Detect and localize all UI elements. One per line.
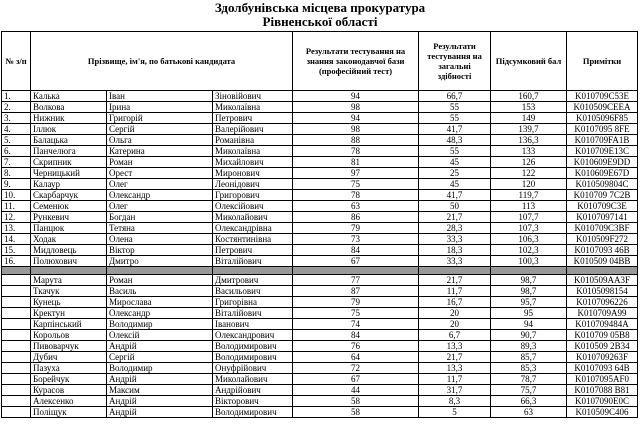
cell-note: K0107096226 <box>567 297 638 308</box>
cell-total: 85,3 <box>491 363 567 374</box>
cell-note: K010609E67D <box>567 168 638 179</box>
cell-num: 16. <box>2 256 31 267</box>
cell-name: Олександр <box>107 308 213 319</box>
cell-total: 100,3 <box>491 256 567 267</box>
cell-t1: 81 <box>293 157 419 168</box>
cell-total: 90,7 <box>491 330 567 341</box>
table-row <box>2 234 638 245</box>
cell-t2: 45 <box>419 157 491 168</box>
cell-patronymic: Миколайович <box>213 374 293 385</box>
cell-num <box>2 407 31 418</box>
cell-t2: 18,3 <box>419 245 491 256</box>
cell-t2: 55 <box>419 113 491 124</box>
cell-total: 78,7 <box>491 374 567 385</box>
cell-t1: 75 <box>293 179 419 190</box>
cell-patronymic: Петрович <box>213 245 293 256</box>
cell-total: 133 <box>491 146 567 157</box>
cell-patronymic: Леонідович <box>213 179 293 190</box>
table-row <box>2 341 638 352</box>
table-row <box>2 363 638 374</box>
cell-total: 107,7 <box>491 212 567 223</box>
cell-t1: 94 <box>293 91 419 102</box>
cell-t1: 58 <box>293 396 419 407</box>
cell-num <box>2 396 31 407</box>
header-notes: Примітки <box>567 32 638 91</box>
cell-note: K010509 2B34 <box>567 341 638 352</box>
cell-total: 98,7 <box>491 286 567 297</box>
cell-num: 4. <box>2 124 31 135</box>
cell-t2: 13,3 <box>419 363 491 374</box>
cell-total: 107,3 <box>491 223 567 234</box>
cell-num: 13. <box>2 223 31 234</box>
cell-patronymic: Віталійович <box>213 256 293 267</box>
cell-t1: 84 <box>293 245 419 256</box>
cell-name: Олексій <box>107 330 213 341</box>
cell-t1: 87 <box>293 286 419 297</box>
cell-note: K0107088 B81 <box>567 385 638 396</box>
cell-num: 10. <box>2 190 31 201</box>
cell-total: 126 <box>491 157 567 168</box>
cell-t1: 74 <box>293 319 419 330</box>
cell-t2: 25 <box>419 168 491 179</box>
cell-num <box>2 286 31 297</box>
cell-num: 1. <box>2 91 31 102</box>
cell-note: K010709E13C <box>567 146 638 157</box>
cell-note: K010709C3E <box>567 201 638 212</box>
cell-t1: 79 <box>293 297 419 308</box>
cell-name: Олена <box>107 234 213 245</box>
cell-t2: 28,3 <box>419 223 491 234</box>
cell-surname: Полюхович <box>31 256 107 267</box>
cell-name: Олександр <box>107 190 213 201</box>
cell-total: 63 <box>491 407 567 418</box>
cell-num <box>2 374 31 385</box>
table-row <box>2 245 638 256</box>
cell-surname: Нижник <box>31 113 107 124</box>
cell-note: K010509AA3F <box>567 275 638 286</box>
cell-total: 136,3 <box>491 135 567 146</box>
cell-patronymic: Вікторович <box>213 396 293 407</box>
cell-t2: 41,7 <box>419 190 491 201</box>
cell-t2: 5 <box>419 407 491 418</box>
cell-note: K0107095AF0 <box>567 374 638 385</box>
cell-note: K010709C53E <box>567 91 638 102</box>
cell-num <box>2 297 31 308</box>
table-row <box>2 352 638 363</box>
cell-num: 5. <box>2 135 31 146</box>
cell-total: 95,7 <box>491 297 567 308</box>
cell-note: K0107093 64B <box>567 363 638 374</box>
cell-t2: 8,3 <box>419 396 491 407</box>
cell-name: Віктор <box>107 245 213 256</box>
cell-t1: 67 <box>293 256 419 267</box>
cell-t2: 20 <box>419 308 491 319</box>
cell-surname: Балацька <box>31 135 107 146</box>
cell-num <box>2 330 31 341</box>
table-body-bottom <box>2 275 638 418</box>
cell-num: 15. <box>2 245 31 256</box>
table-row <box>2 102 638 113</box>
cell-t1: 78 <box>293 146 419 157</box>
cell-surname: Іллюк <box>31 124 107 135</box>
cell-surname: Ходак <box>31 234 107 245</box>
cell-num: 8. <box>2 168 31 179</box>
cell-num: 7. <box>2 157 31 168</box>
cell-num <box>2 385 31 396</box>
cell-total: 66,3 <box>491 396 567 407</box>
cell-note: K0105096F85 <box>567 113 638 124</box>
header-test1: Результати тестування на знання законодавчої бази (професійний тест) <box>293 32 419 91</box>
cell-t1: 67 <box>293 374 419 385</box>
cell-t2: 41,7 <box>419 124 491 135</box>
cell-patronymic: Петрович <box>213 113 293 124</box>
table-row <box>2 157 638 168</box>
cell-note: K010709 7C2B <box>567 190 638 201</box>
cell-t1: 72 <box>293 363 419 374</box>
cell-patronymic: Олексійович <box>213 201 293 212</box>
cell-note: K010709FA1B <box>567 135 638 146</box>
cell-t1: 44 <box>293 385 419 396</box>
cell-note: K010509C406 <box>567 407 638 418</box>
cell-surname: Курасов <box>31 385 107 396</box>
cell-name: Максим <box>107 385 213 396</box>
cell-total: 160,7 <box>491 91 567 102</box>
cell-surname: Скарбарчук <box>31 190 107 201</box>
cell-patronymic: Андрійович <box>213 385 293 396</box>
table-row <box>2 319 638 330</box>
cell-note: K010509CEEA <box>567 102 638 113</box>
cell-total: 89,3 <box>491 341 567 352</box>
cell-patronymic: Миколаївна <box>213 146 293 157</box>
table-row <box>2 113 638 124</box>
table-row <box>2 256 638 267</box>
cell-surname: Семенюк <box>31 201 107 212</box>
cell-t1: 94 <box>293 113 419 124</box>
cell-num <box>2 275 31 286</box>
cell-name: Олег <box>107 201 213 212</box>
cell-note: K010709A99 <box>567 308 638 319</box>
table-header-row <box>2 32 638 91</box>
cell-num: 9. <box>2 179 31 190</box>
cell-note: K010709263F <box>567 352 638 363</box>
cell-name: Богдан <box>107 212 213 223</box>
cell-t1: 75 <box>293 308 419 319</box>
cell-t1: 78 <box>293 190 419 201</box>
cell-num: 3. <box>2 113 31 124</box>
table-row <box>2 330 638 341</box>
cell-total: 113 <box>491 201 567 212</box>
cell-patronymic: Костянтинівна <box>213 234 293 245</box>
cell-num: 2. <box>2 102 31 113</box>
cell-patronymic: Віталійович <box>213 308 293 319</box>
cell-patronymic: Олександрович <box>213 330 293 341</box>
table-body-top <box>2 91 638 267</box>
header-total: Підсумковий бал <box>491 32 567 91</box>
cell-total: 139,7 <box>491 124 567 135</box>
cell-name: Володимир <box>107 363 213 374</box>
cell-t2: 55 <box>419 102 491 113</box>
cell-name: Катерина <box>107 146 213 157</box>
cell-t2: 33,3 <box>419 234 491 245</box>
cell-name: Роман <box>107 275 213 286</box>
cell-note: K0107093 46B <box>567 245 638 256</box>
cell-name: Роман <box>107 157 213 168</box>
cell-t2: 33,3 <box>419 256 491 267</box>
cell-t1: 76 <box>293 341 419 352</box>
cell-t2: 16,7 <box>419 297 491 308</box>
cell-patronymic: Онуфрійович <box>213 363 293 374</box>
cell-num: 11. <box>2 201 31 212</box>
cell-note: K010509804C <box>567 179 638 190</box>
cell-surname: Дубич <box>31 352 107 363</box>
cell-t2: 21,7 <box>419 212 491 223</box>
cell-t2: 48,3 <box>419 135 491 146</box>
cell-t2: 20 <box>419 319 491 330</box>
cell-name: Сергій <box>107 124 213 135</box>
cell-name: Іван <box>107 91 213 102</box>
cell-surname: Борейчук <box>31 374 107 385</box>
cell-patronymic: Миколайович <box>213 212 293 223</box>
cell-total: 153 <box>491 102 567 113</box>
cell-surname: Ткачук <box>31 286 107 297</box>
cell-t2: 45 <box>419 179 491 190</box>
title-line-1: Здолбунівська місцева прокуратура <box>214 0 426 15</box>
cell-total: 85,7 <box>491 352 567 363</box>
cell-surname: Карпінський <box>31 319 107 330</box>
cell-surname: Марута <box>31 275 107 286</box>
cell-patronymic: Володимирович <box>213 341 293 352</box>
cell-t2: 21,7 <box>419 352 491 363</box>
cell-t1: 63 <box>293 201 419 212</box>
cell-surname: Волкова <box>31 102 107 113</box>
table-row <box>2 396 638 407</box>
cell-surname: Рункевич <box>31 212 107 223</box>
cell-surname: Черницький <box>31 168 107 179</box>
cell-note: K0105098154 <box>567 286 638 297</box>
cell-note: K0107095 8FE <box>567 124 638 135</box>
cell-patronymic: Володимирович <box>213 352 293 363</box>
cell-t2: 66,7 <box>419 91 491 102</box>
title-line-2: Рівненської області <box>262 14 378 29</box>
cell-surname: Мидловець <box>31 245 107 256</box>
cell-total: 95 <box>491 308 567 319</box>
cell-note: K010709484A <box>567 319 638 330</box>
cell-num: 6. <box>2 146 31 157</box>
table-row <box>2 297 638 308</box>
header-name: Прізвище, ім'я, по батькові кандидата <box>31 32 293 91</box>
cell-num <box>2 352 31 363</box>
cell-t2: 11,7 <box>419 374 491 385</box>
cell-t1: 77 <box>293 275 419 286</box>
cell-patronymic: Миколаївна <box>213 102 293 113</box>
table-row <box>2 286 638 297</box>
cell-t1: 58 <box>293 407 419 418</box>
cell-total: 75,7 <box>491 385 567 396</box>
cell-total: 122 <box>491 168 567 179</box>
cell-t2: 31,7 <box>419 385 491 396</box>
cell-name: Василь <box>107 286 213 297</box>
table-row <box>2 223 638 234</box>
table-row <box>2 308 638 319</box>
cell-total: 119,7 <box>491 190 567 201</box>
cell-t2: 50 <box>419 201 491 212</box>
cell-t1: 86 <box>293 212 419 223</box>
cell-t1: 98 <box>293 124 419 135</box>
cell-t1: 64 <box>293 352 419 363</box>
cell-note: K010609E9DD <box>567 157 638 168</box>
cell-t2: 6,7 <box>419 330 491 341</box>
cell-note: K010509 04BB <box>567 256 638 267</box>
cell-note: K010509F272 <box>567 234 638 245</box>
cell-num <box>2 341 31 352</box>
cell-t2: 13,3 <box>419 341 491 352</box>
cell-total: 106,3 <box>491 234 567 245</box>
cell-surname: Калаур <box>31 179 107 190</box>
cell-note: K010709 05B8 <box>567 330 638 341</box>
cell-patronymic: Романівна <box>213 135 293 146</box>
cell-surname: Алексенко <box>31 396 107 407</box>
cell-name: Володимир <box>107 319 213 330</box>
cell-patronymic: Григорович <box>213 190 293 201</box>
cell-patronymic: Дмитрович <box>213 275 293 286</box>
cell-surname: Скрипник <box>31 157 107 168</box>
cell-name: Андрій <box>107 374 213 385</box>
cell-patronymic: Олександрівна <box>213 223 293 234</box>
cell-surname: Кректун <box>31 308 107 319</box>
cell-note: K0107090E0C <box>567 396 638 407</box>
separator-row <box>2 267 638 275</box>
cell-surname: Корольов <box>31 330 107 341</box>
table-row <box>2 212 638 223</box>
cell-num <box>2 319 31 330</box>
cell-t1: 97 <box>293 168 419 179</box>
cell-patronymic: Миронович <box>213 168 293 179</box>
cell-surname: Поліщук <box>31 407 107 418</box>
cell-num <box>2 308 31 319</box>
cell-patronymic: Григорівна <box>213 297 293 308</box>
table-row <box>2 146 638 157</box>
table-row <box>2 179 638 190</box>
cell-name: Ірина <box>107 102 213 113</box>
cell-surname: Кунець <box>31 297 107 308</box>
cell-t2: 55 <box>419 146 491 157</box>
table-row <box>2 374 638 385</box>
cell-name: Андрій <box>107 407 213 418</box>
cell-surname: Пазуха <box>31 363 107 374</box>
cell-total: 102,3 <box>491 245 567 256</box>
cell-t1: 98 <box>293 102 419 113</box>
cell-t1: 84 <box>293 330 419 341</box>
cell-name: Орест <box>107 168 213 179</box>
table-row <box>2 168 638 179</box>
cell-total: 98,7 <box>491 275 567 286</box>
cell-name: Андрій <box>107 396 213 407</box>
cell-total: 149 <box>491 113 567 124</box>
cell-surname: Панцюк <box>31 223 107 234</box>
table-row <box>2 190 638 201</box>
cell-name: Ольга <box>107 135 213 146</box>
cell-name: Андрій <box>107 341 213 352</box>
cell-t2: 21,7 <box>419 275 491 286</box>
cell-total: 120 <box>491 179 567 190</box>
table-row <box>2 135 638 146</box>
cell-patronymic: Валерійович <box>213 124 293 135</box>
cell-patronymic: Михайлович <box>213 157 293 168</box>
table-row <box>2 201 638 212</box>
results-table <box>1 31 638 418</box>
cell-name: Олег <box>107 179 213 190</box>
document-title <box>0 0 640 31</box>
cell-name: Дмитро <box>107 256 213 267</box>
cell-patronymic: Іванович <box>213 319 293 330</box>
cell-name: Григорій <box>107 113 213 124</box>
cell-num: 12. <box>2 212 31 223</box>
cell-name: Тетяна <box>107 223 213 234</box>
header-test2: Результати тестування на загальні здібності <box>419 32 491 91</box>
header-num: № з/п <box>2 32 31 91</box>
cell-note: K0107097141 <box>567 212 638 223</box>
table-separator <box>2 267 638 275</box>
cell-num: 14. <box>2 234 31 245</box>
table-row <box>2 91 638 102</box>
cell-patronymic: Володимирович <box>213 407 293 418</box>
cell-total: 94 <box>491 319 567 330</box>
table-row <box>2 275 638 286</box>
cell-t1: 73 <box>293 234 419 245</box>
cell-t1: 79 <box>293 223 419 234</box>
cell-name: Мирослава <box>107 297 213 308</box>
table-row <box>2 385 638 396</box>
cell-name: Сергій <box>107 352 213 363</box>
cell-num <box>2 363 31 374</box>
table-row <box>2 407 638 418</box>
cell-surname: Калька <box>31 91 107 102</box>
cell-patronymic: Васильович <box>213 286 293 297</box>
table-row <box>2 124 638 135</box>
cell-surname: Панчелюга <box>31 146 107 157</box>
cell-t2: 11,7 <box>419 286 491 297</box>
cell-note: K010709C3BF <box>567 223 638 234</box>
cell-patronymic: Зіновійович <box>213 91 293 102</box>
cell-surname: Пивоварчук <box>31 341 107 352</box>
cell-t1: 88 <box>293 135 419 146</box>
